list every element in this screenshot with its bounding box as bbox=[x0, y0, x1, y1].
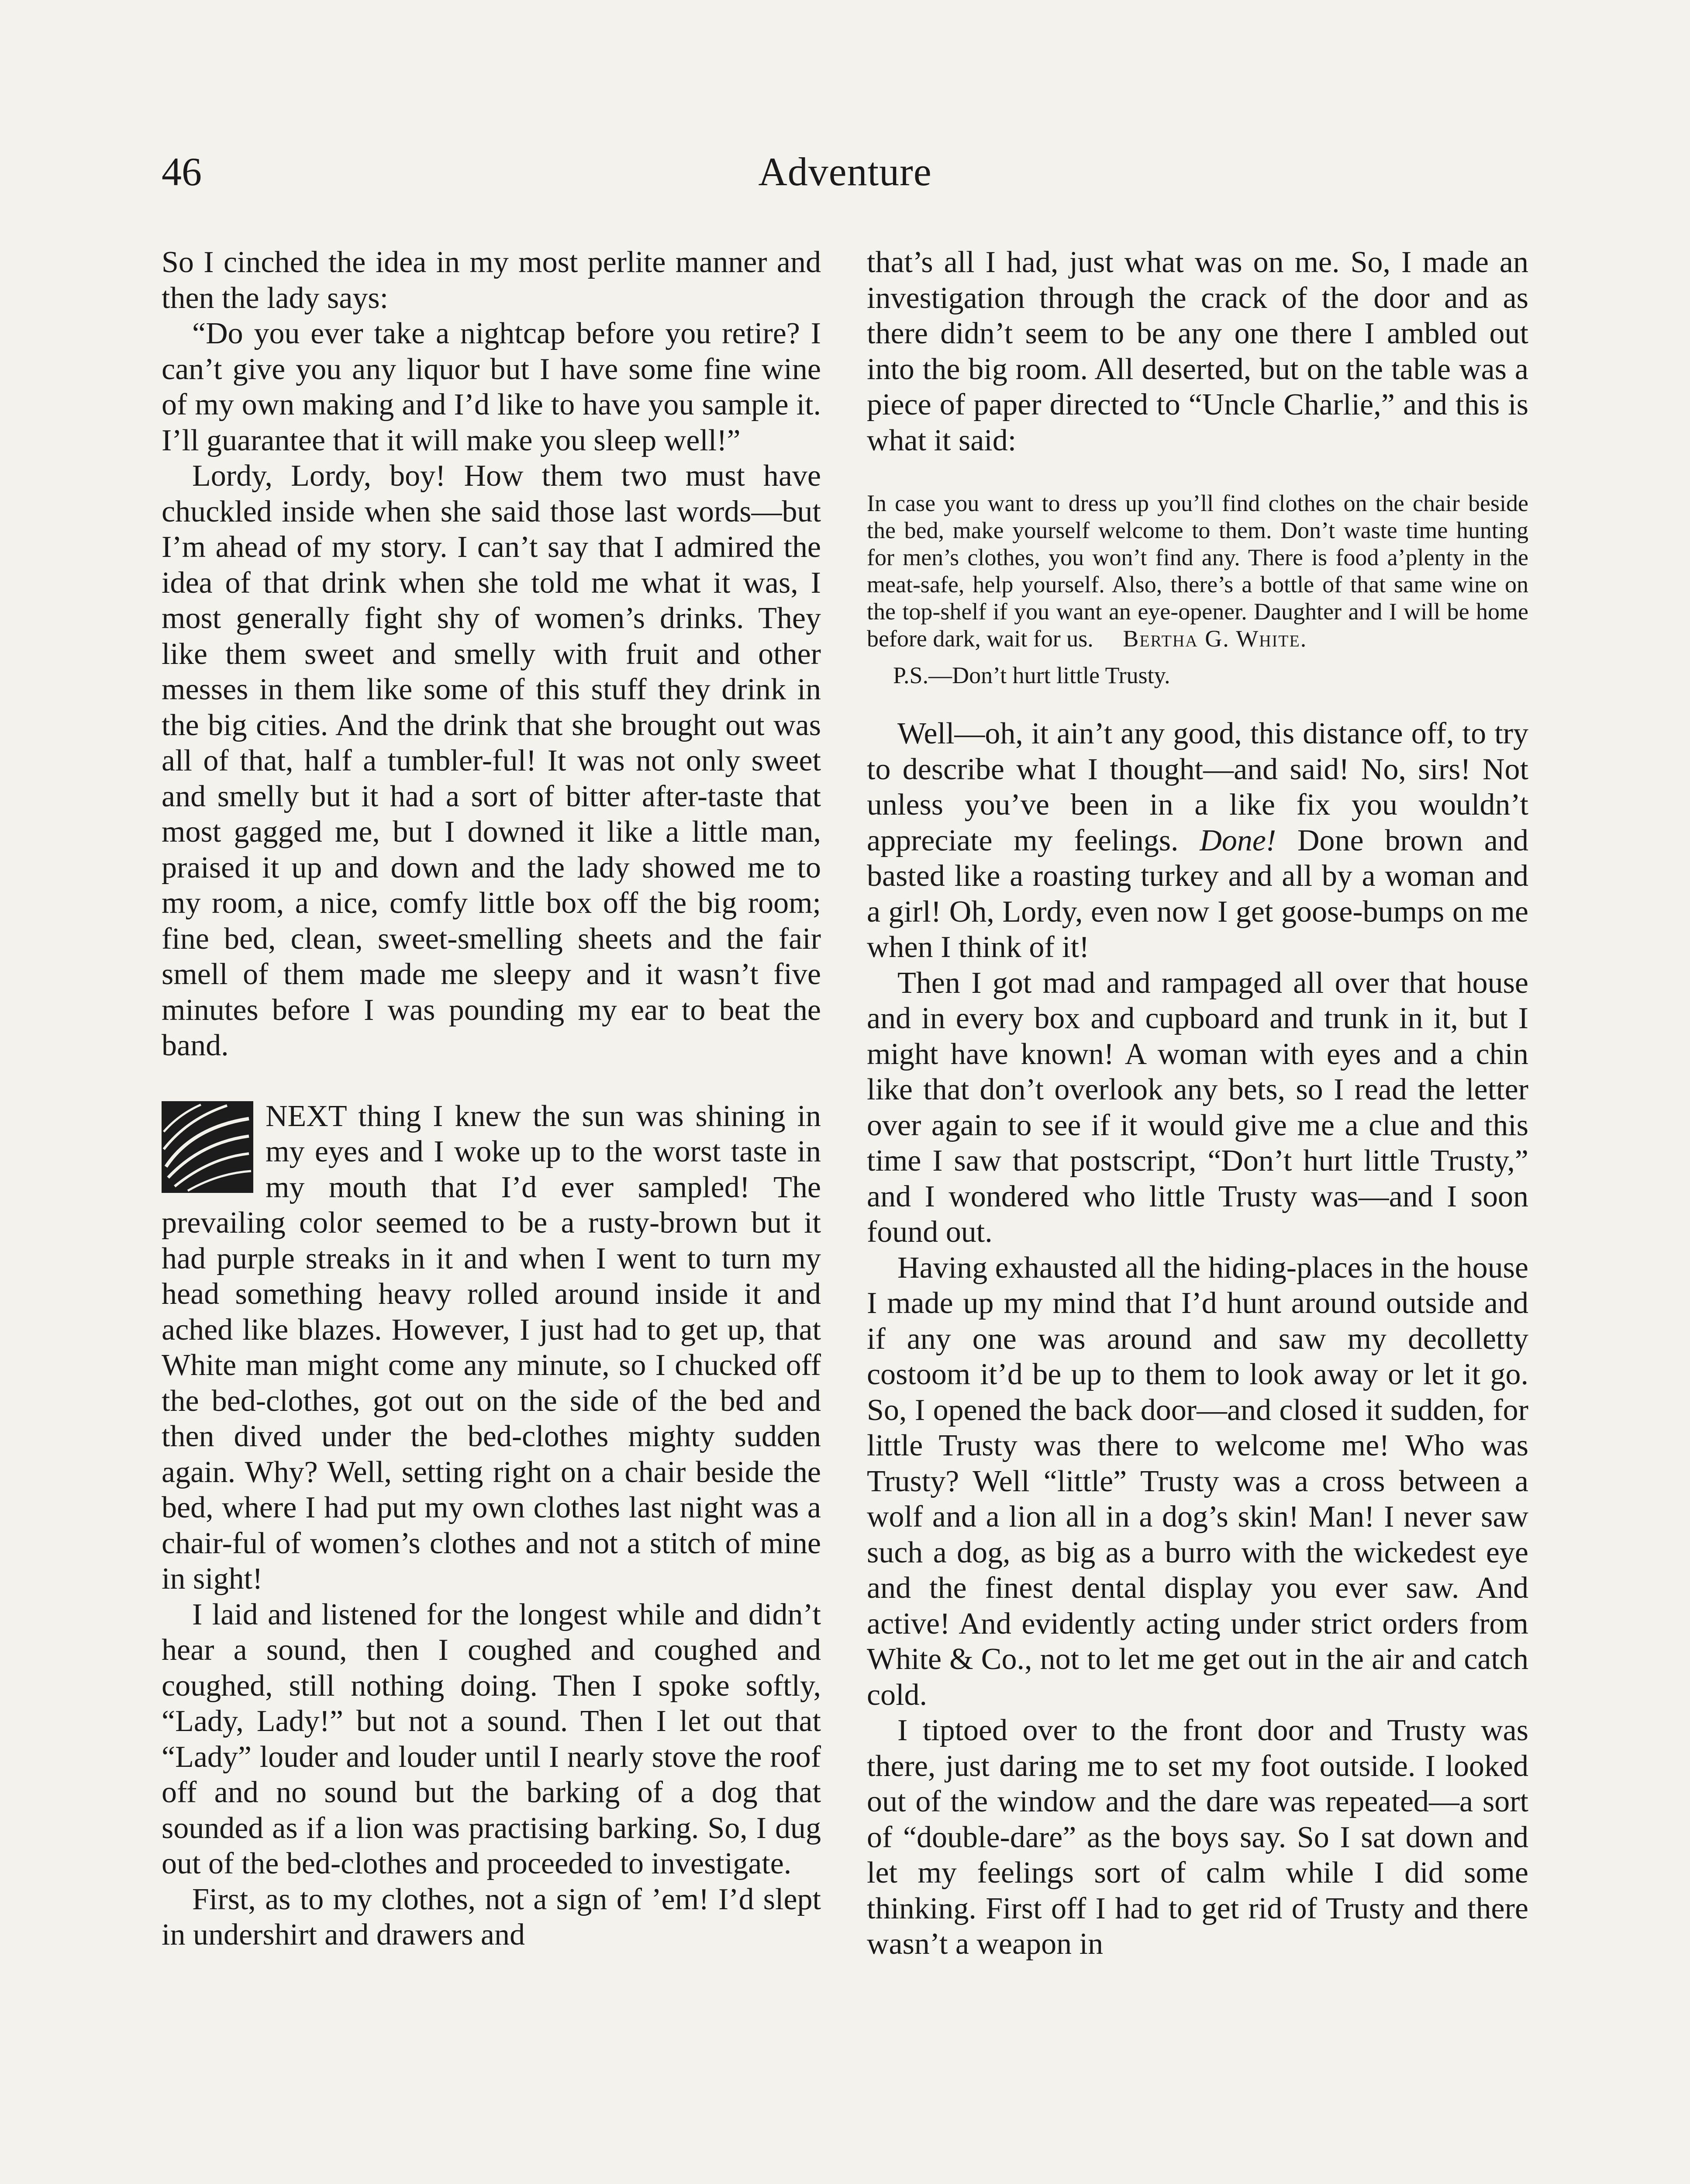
paragraph: I laid and listened for the longest while and didn’t hear a sound, then I coughed and coughed and coughed, still nothing doing. Then I spoke softly, “Lady, Lady!” but not a sound. Then I let out that “Lady” louder and louder until I nearly stove the roof off and no sound but the barking of a dog that sounded as if a lion was practising barking. So, I dug out of the bed-clothes and proceeded to investigate. bbox=[162, 1597, 821, 1880]
paragraph: First, as to my clothes, not a sign of ’em! I’d slept in undershirt and drawers and bbox=[162, 1882, 821, 1952]
paragraph bbox=[867, 716, 1528, 965]
paragraph: Then I got mad and rampaged all over that house and in every box and cupboard and trunk in it, but I might have known! A woman with eyes and a chin like that don’t overlook any bets, so I read the letter over again to see if it would give me a clue and this time I saw that postscript, “Don’t hurt little Trusty,” and I wondered who little Trusty was—and I soon found out. bbox=[867, 966, 1528, 1249]
letter-signature: Bertha G. White. bbox=[1123, 625, 1307, 652]
left-column bbox=[162, 245, 821, 1953]
paragraph: Having exhausted all the hiding-places in the house I made up my mind that I’d hunt around outside and if any one was around and saw my decolletty costoom it’d be up to them to look away or let it go. So, I opened the back door—and closed it sudden, for little Trusty was there to welcome me! Who was Trusty? Well “little” Trusty was a cross between a wolf and a lion all in a dog’s skin! Man! I never saw such a dog, as big as a burro with the wickedest eye and the finest dental display you ever saw. And active! And evidently acting under strict orders from White & Co., not to let me get out in the air and catch cold. bbox=[867, 1251, 1528, 1712]
paragraph: So I cinched the idea in my most perlite manner and then the lady says: bbox=[162, 245, 821, 315]
paragraph-text: Done brown and basted like a roasting turkey and all by a woman and a girl! Oh, Lordy, even now I get goose-bumps on me when I think of it! bbox=[867, 823, 1528, 964]
paragraph-text: Well—oh, it ain’t any good, this distance off, to try to describe what I thought—and said! No, sirs! Not unless you’ve been in a like fix you wouldn’t appreciate my feelings. bbox=[867, 717, 1528, 857]
page-number: 46 bbox=[162, 149, 202, 194]
section-opening-paragraph: NEXT thing I knew the sun was shining in my eyes and I woke up to the worst taste in my mouth that I’d ever sampled! The prevailing color seemed to be a rusty-brown but it had purple streaks in it and when I went to turn my head something heavy rolled around inside it and ached like blazes. However, I just had to get up, that White man might come any minute, so I chucked off the bed-clothes, got out on the side of the bed and then dived under the bed-clothes mighty sudden again. Why? Well, setting right on a chair beside the bed, where I had put my own clothes last night was a chair-ful of women’s clothes and not a stitch of mine in sight! bbox=[162, 1099, 821, 1596]
paragraph: Lordy, Lordy, boy! How them two must have chuckled inside when she said those last words—but I’m ahead of my story. I can’t say that I admired the idea of that drink when she told me what it was, I most generally fight shy of women’s drinks. They like them sweet and smelly with fruit and other messes in them like some of this stuff they drink in the big cities. And the drink that she brought out was all of that, half a tumbler-ful! It was not only sweet and smelly but it had a sort of bitter after-taste that most gagged me, but I downed it like a little man, praised it up and down and the lady showed me to my room, a nice, comfy little box off the big room; fine bed, clean, sweet-smelling sheets and the fair smell of them made me sleepy and it wasn’t five minutes before I was pounding my ear to beat the band. bbox=[162, 459, 821, 1062]
letter-text: In case you want to dress up you’ll find clothes on the chair beside the bed, make yourself welcome to them. Don’t waste time hunting for men’s clothes, you won’t find any. There is food a’plenty in the meat-safe, help yourself. Also, there’s a bottle of that same wine on the top-shelf if you want an eye-opener. Daughter and I will be home before dark, wait for us. bbox=[867, 490, 1528, 652]
right-column bbox=[867, 245, 1528, 1962]
section-ornament-icon bbox=[162, 1101, 253, 1193]
spacer bbox=[867, 689, 1528, 716]
magazine-title: Adventure bbox=[758, 149, 932, 194]
paragraph: “Do you ever take a nightcap before you retire? I can’t give you any liquor but I have some fine wine of my own making and I’d like to have you sample it. I’ll guarantee that it will make you sleep well!” bbox=[162, 317, 821, 457]
section-break bbox=[162, 1064, 821, 1099]
running-head bbox=[162, 149, 1528, 201]
letter-body bbox=[867, 490, 1528, 652]
letter-postscript: P.S.—Don’t hurt little Trusty. bbox=[893, 662, 1170, 688]
paragraph: that’s all I had, just what was on me. So, I made an investigation through the crack of the door and as there didn’t seem to be any one there I ambled out into the big room. All deserted, but on the table was a piece of paper directed to “Uncle Charlie,” and this is what it said: bbox=[867, 245, 1528, 457]
emphasis-text: Done! bbox=[1200, 823, 1276, 857]
letter-note bbox=[867, 490, 1528, 689]
paragraph: I tiptoed over to the front door and Trusty was there, just daring me to set my foot outside. I looked out of the window and the dare was repeated—a sort of “double-dare” as the boys say. So I sat down and let my feelings sort of calm while I did some thinking. First off I had to get rid of Trusty and there wasn’t a weapon in bbox=[867, 1714, 1528, 1961]
